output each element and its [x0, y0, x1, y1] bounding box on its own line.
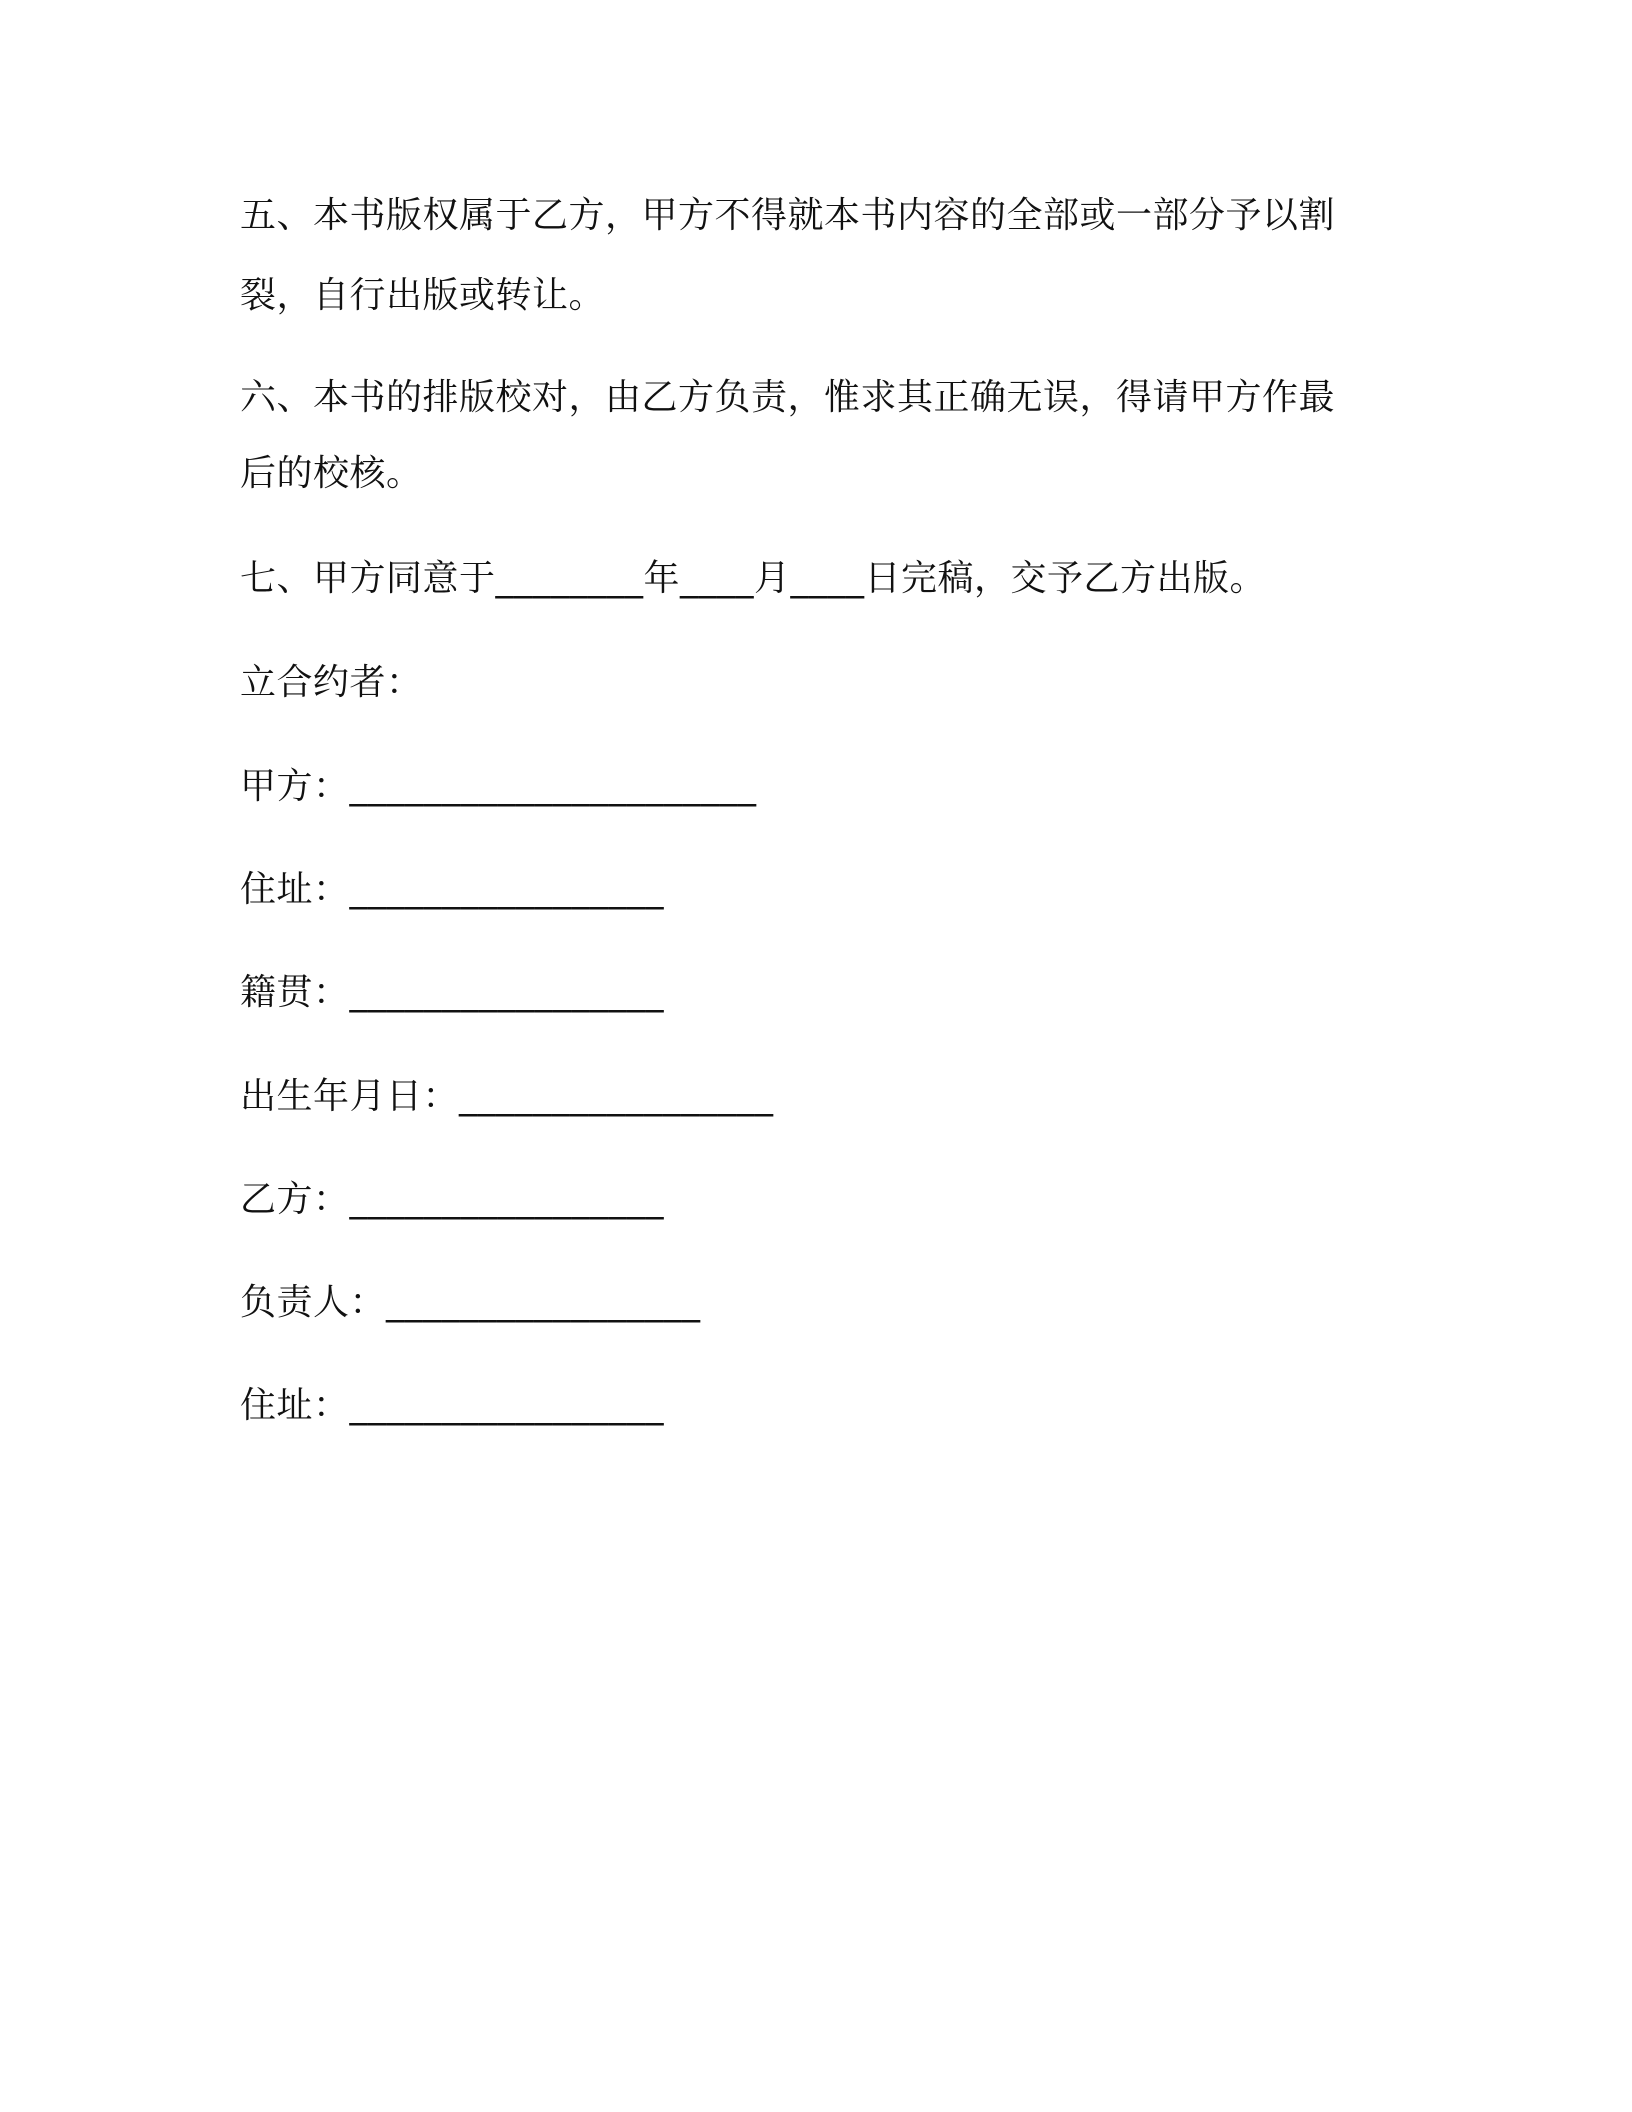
clause-5-line-2: 裂，自行出版或转让。 — [240, 275, 606, 316]
birthdate-field: 出生年月日：_________________ — [240, 1076, 774, 1117]
responsible-person-field: 负责人：_________________ — [240, 1282, 701, 1323]
clause-6-line-2: 后的校核。 — [240, 453, 423, 494]
clause-6-line-1: 六、本书的排版校对，由乙方负责，惟求其正确无误，得请甲方作最 — [240, 377, 1336, 418]
party-b-field: 乙方：_________________ — [240, 1179, 665, 1220]
party-b-address-field: 住址：_________________ — [240, 1385, 665, 1426]
signatories-heading: 立合约者： — [240, 662, 423, 703]
clause-5-line-1: 五、本书版权属于乙方，甲方不得就本书内容的全部或一部分予以割 — [240, 195, 1336, 236]
clause-7: 七、甲方同意于________年____月____日完稿，交予乙方出版。 — [240, 558, 1267, 599]
party-a-field: 甲方：______________________ — [240, 766, 757, 807]
origin-field: 籍贯：_________________ — [240, 972, 665, 1013]
party-a-address-field: 住址：_________________ — [240, 869, 665, 910]
